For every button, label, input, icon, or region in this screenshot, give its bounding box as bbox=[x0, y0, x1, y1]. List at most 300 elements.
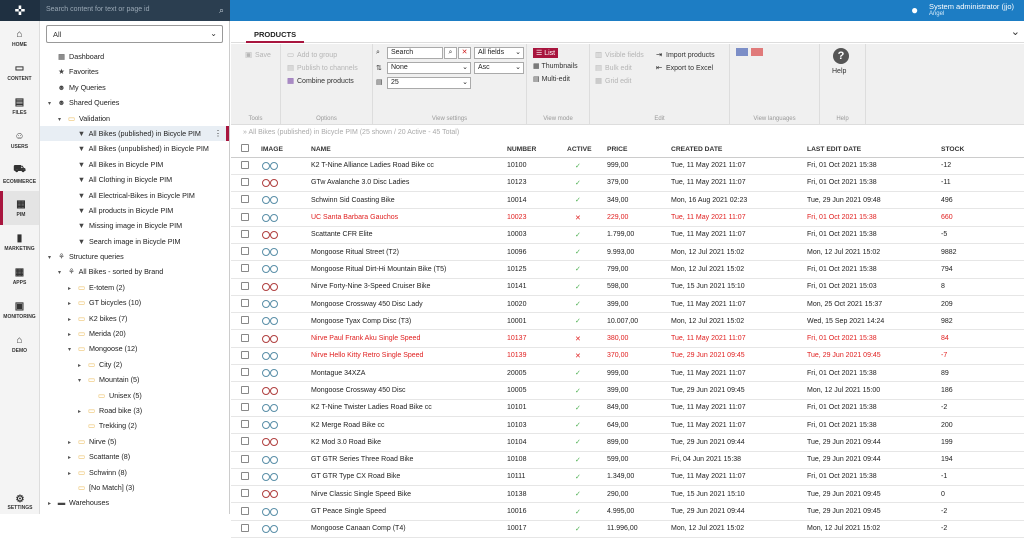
product-number: 20005 bbox=[505, 365, 565, 382]
tree-toggle-icon[interactable]: ▸ bbox=[68, 285, 72, 292]
nav-item-apps[interactable] bbox=[0, 259, 39, 293]
table-row[interactable] bbox=[231, 261, 1024, 278]
bulk-edit-button[interactable] bbox=[595, 63, 632, 72]
bike-thumbnail-icon[interactable] bbox=[261, 436, 279, 446]
bike-thumbnail-icon[interactable] bbox=[261, 523, 279, 533]
row-checkbox[interactable] bbox=[241, 178, 249, 186]
tree-node[interactable] bbox=[40, 311, 229, 326]
product-price: 4.995,00 bbox=[605, 503, 669, 520]
add-to-group-label: Add to group bbox=[297, 52, 338, 59]
product-image-cell bbox=[259, 520, 309, 537]
tree-node[interactable] bbox=[40, 495, 229, 510]
tree-node[interactable] bbox=[40, 449, 229, 464]
col-stock[interactable]: STOCK bbox=[939, 142, 1024, 157]
check-icon: ✓ bbox=[575, 508, 581, 516]
row-checkbox[interactable] bbox=[241, 386, 249, 394]
check-icon: ✓ bbox=[575, 179, 581, 187]
publish-label: Publish to channels bbox=[297, 65, 358, 72]
product-stock: -2 bbox=[939, 503, 1024, 520]
product-number: 10020 bbox=[505, 295, 565, 312]
sort-field-select[interactable] bbox=[387, 62, 471, 74]
created-date: Tue, 11 May 2021 11:07 bbox=[669, 209, 805, 226]
tree-node[interactable] bbox=[40, 126, 229, 141]
col-number[interactable]: NUMBER bbox=[505, 142, 565, 157]
tree-node[interactable] bbox=[40, 111, 229, 126]
tree-node[interactable] bbox=[40, 218, 229, 233]
page-size-select[interactable] bbox=[387, 77, 471, 89]
product-stock: 89 bbox=[939, 365, 1024, 382]
publish-icon: ▤ bbox=[287, 63, 295, 72]
tree-toggle-icon[interactable]: ▸ bbox=[48, 501, 52, 508]
product-price: 899,00 bbox=[605, 434, 669, 451]
bike-thumbnail-icon[interactable] bbox=[261, 281, 279, 291]
folder-icon: ▭ bbox=[77, 298, 86, 308]
export-label: Export to Excel bbox=[666, 65, 714, 72]
active-cell bbox=[565, 434, 605, 451]
tree-node[interactable] bbox=[40, 326, 229, 341]
table-row[interactable] bbox=[231, 486, 1024, 503]
last-edit-date: Fri, 01 Oct 2021 15:38 bbox=[805, 209, 939, 226]
row-checkbox[interactable] bbox=[241, 368, 249, 376]
bike-thumbnail-icon[interactable] bbox=[261, 385, 279, 395]
tree-node-label: Mountain (5) bbox=[99, 375, 140, 385]
product-name[interactable]: GT Peace Single Speed bbox=[309, 503, 505, 520]
bike-thumbnail-icon[interactable] bbox=[261, 246, 279, 256]
product-image-cell bbox=[259, 157, 309, 174]
bike-thumbnail-icon[interactable] bbox=[261, 315, 279, 325]
page-size-value: 25 bbox=[391, 79, 399, 86]
product-name[interactable]: Schwinn Sid Coasting Bike bbox=[309, 192, 505, 209]
bike-thumbnail-icon[interactable] bbox=[261, 402, 279, 412]
filter-icon: ▼ bbox=[77, 221, 86, 231]
table-row[interactable] bbox=[231, 399, 1024, 416]
table-row[interactable] bbox=[231, 174, 1024, 191]
tree-node-label: Scattante (8) bbox=[89, 452, 131, 462]
product-name[interactable]: GT GTR Type CX Road Bike bbox=[309, 468, 505, 485]
table-row[interactable] bbox=[231, 157, 1024, 174]
row-select-cell bbox=[231, 486, 259, 503]
product-name[interactable]: Mongoose Crossway 450 Disc Lady bbox=[309, 295, 505, 312]
collapse-chevron-icon[interactable]: ⌄ bbox=[1010, 26, 1020, 38]
product-stock: 982 bbox=[939, 313, 1024, 330]
add-to-group-button[interactable] bbox=[287, 50, 337, 59]
row-checkbox[interactable] bbox=[241, 299, 249, 307]
nav-item-settings[interactable] bbox=[0, 494, 40, 514]
row-select-cell bbox=[231, 434, 259, 451]
product-stock: 794 bbox=[939, 261, 1024, 278]
row-checkbox[interactable] bbox=[241, 455, 249, 463]
row-checkbox[interactable] bbox=[241, 472, 249, 480]
last-edit-date: Fri, 01 Oct 2021 15:38 bbox=[805, 226, 939, 243]
product-name[interactable]: Mongoose Tyax Comp Disc (T3) bbox=[309, 313, 505, 330]
product-number: 10017 bbox=[505, 520, 565, 537]
folder-icon: ▭ bbox=[77, 467, 86, 477]
table-row[interactable] bbox=[231, 226, 1024, 243]
visible-fields-label: Visible fields bbox=[605, 52, 644, 59]
bike-thumbnail-icon[interactable] bbox=[261, 194, 279, 204]
product-image-cell bbox=[259, 468, 309, 485]
files-icon: ▤ bbox=[14, 96, 25, 108]
row-checkbox[interactable] bbox=[241, 264, 249, 272]
row-checkbox[interactable] bbox=[241, 230, 249, 238]
flag-dk-icon[interactable] bbox=[751, 48, 763, 56]
table-row[interactable] bbox=[231, 209, 1024, 226]
row-select-cell bbox=[231, 382, 259, 399]
active-cell bbox=[565, 192, 605, 209]
bike-thumbnail-icon[interactable] bbox=[261, 229, 279, 239]
product-name[interactable]: Mongoose Ritual Dirt-Hi Mountain Bike (T5) bbox=[309, 261, 505, 278]
row-checkbox[interactable] bbox=[241, 437, 249, 445]
grid-edit-button[interactable] bbox=[595, 76, 631, 85]
product-image-cell bbox=[259, 226, 309, 243]
table-row[interactable] bbox=[231, 365, 1024, 382]
product-price: 399,00 bbox=[605, 382, 669, 399]
table-row[interactable] bbox=[231, 468, 1024, 485]
tree-toggle-icon[interactable]: ▾ bbox=[78, 378, 82, 385]
tree-node[interactable] bbox=[40, 80, 229, 95]
tab-row bbox=[231, 21, 1024, 43]
nav-item-pim[interactable] bbox=[0, 191, 39, 225]
tree-node[interactable] bbox=[40, 157, 229, 172]
nav-item-ecommerce[interactable] bbox=[0, 157, 39, 191]
publish-button[interactable] bbox=[287, 63, 358, 72]
group-tools bbox=[231, 44, 281, 125]
tree-node[interactable] bbox=[40, 372, 229, 387]
search-field-value: All fields bbox=[478, 49, 505, 56]
bike-thumbnail-icon[interactable] bbox=[261, 177, 279, 187]
tree-node[interactable] bbox=[40, 49, 229, 64]
product-name[interactable]: Nirve Paul Frank Aku Single Speed bbox=[309, 330, 505, 347]
table-row[interactable] bbox=[231, 382, 1024, 399]
table-row[interactable] bbox=[231, 313, 1024, 330]
tree-toggle-icon[interactable]: ▸ bbox=[68, 316, 72, 323]
product-name[interactable]: UC Santa Barbara Gauchos bbox=[309, 209, 505, 226]
product-price: 799,00 bbox=[605, 261, 669, 278]
created-date: Tue, 15 Jun 2021 15:10 bbox=[669, 278, 805, 295]
row-checkbox[interactable] bbox=[241, 507, 249, 515]
bike-thumbnail-icon[interactable] bbox=[261, 298, 279, 308]
products-table bbox=[231, 142, 1024, 538]
created-date: Tue, 11 May 2021 11:07 bbox=[669, 157, 805, 174]
bike-thumbnail-icon[interactable] bbox=[261, 160, 279, 170]
import-products-button[interactable] bbox=[656, 50, 715, 59]
product-name[interactable]: Mongoose Ritual Street (T2) bbox=[309, 243, 505, 260]
tree-toggle-icon[interactable]: ▸ bbox=[68, 470, 72, 477]
tree-panel bbox=[40, 21, 230, 514]
tree-node[interactable] bbox=[40, 403, 229, 418]
product-name[interactable]: Nirve Hello Kitty Retro Single Speed bbox=[309, 347, 505, 364]
bike-thumbnail-icon[interactable] bbox=[261, 212, 279, 222]
check-icon: ✓ bbox=[575, 197, 581, 205]
product-price: 229,00 bbox=[605, 209, 669, 226]
group-label-tools: Tools bbox=[248, 116, 263, 122]
combine-icon: ▦ bbox=[287, 76, 295, 85]
bike-thumbnail-icon[interactable] bbox=[261, 454, 279, 464]
active-cell bbox=[565, 399, 605, 416]
table-row[interactable] bbox=[231, 451, 1024, 468]
product-name[interactable]: GTw Avalanche 3.0 Disc Ladies bbox=[309, 174, 505, 191]
select-all-checkbox[interactable] bbox=[241, 144, 249, 152]
tree-toggle-icon[interactable]: ▾ bbox=[48, 255, 52, 262]
col-created[interactable]: CREATED DATE bbox=[669, 142, 805, 157]
save-button[interactable] bbox=[245, 50, 271, 59]
product-number: 10101 bbox=[505, 399, 565, 416]
product-name[interactable]: Scattante CFR Elite bbox=[309, 226, 505, 243]
row-checkbox[interactable] bbox=[241, 489, 249, 497]
tree-node[interactable] bbox=[40, 480, 229, 495]
list-label: List bbox=[544, 50, 556, 57]
last-edit-date: Tue, 29 Jun 2021 09:48 bbox=[805, 192, 939, 209]
col-lastedit[interactable]: LAST EDIT DATE bbox=[805, 142, 939, 157]
sort-direction-select[interactable] bbox=[474, 62, 524, 74]
tree-node[interactable] bbox=[40, 280, 229, 295]
tree-toggle-icon[interactable]: ▸ bbox=[78, 362, 82, 369]
global-search-input[interactable] bbox=[40, 0, 230, 21]
product-price: 380,00 bbox=[605, 330, 669, 347]
product-stock: 84 bbox=[939, 330, 1024, 347]
product-name[interactable]: Nirve Forty-Nine 3-Speed Cruiser Bike bbox=[309, 278, 505, 295]
bike-thumbnail-icon[interactable] bbox=[261, 367, 279, 377]
visible-fields-button[interactable] bbox=[595, 50, 644, 59]
tree-toggle-icon[interactable]: ▸ bbox=[68, 439, 72, 446]
check-icon: ✓ bbox=[575, 301, 581, 309]
clear-search-button[interactable]: ✕ bbox=[458, 47, 471, 59]
thumbnails-view-button[interactable]: ▦ Thumbnails bbox=[533, 63, 578, 70]
row-select-cell bbox=[231, 330, 259, 347]
tree-node-label: Structure queries bbox=[69, 252, 124, 262]
tree-node[interactable] bbox=[40, 295, 229, 310]
product-price: 9.993,00 bbox=[605, 243, 669, 260]
nav-item-home[interactable] bbox=[0, 21, 39, 55]
table-row[interactable] bbox=[231, 520, 1024, 537]
language-flags[interactable] bbox=[736, 48, 763, 58]
table-row[interactable] bbox=[231, 503, 1024, 520]
tree-node[interactable] bbox=[40, 95, 229, 110]
product-image-cell bbox=[259, 278, 309, 295]
bulk-edit-icon: ▤ bbox=[595, 63, 603, 72]
bike-thumbnail-icon[interactable] bbox=[261, 333, 279, 343]
table-row[interactable] bbox=[231, 243, 1024, 260]
table-row[interactable] bbox=[231, 434, 1024, 451]
product-stock: 209 bbox=[939, 295, 1024, 312]
filter-icon: ▼ bbox=[77, 144, 86, 154]
check-icon: ✓ bbox=[575, 162, 581, 170]
bike-thumbnail-icon[interactable] bbox=[261, 506, 279, 516]
search-field-select[interactable] bbox=[474, 47, 524, 59]
help-icon[interactable]: ? bbox=[833, 48, 849, 64]
row-select-cell bbox=[231, 192, 259, 209]
tree-node-label: Trekking (2) bbox=[98, 421, 137, 431]
multi-edit-view-button[interactable]: ▤ Multi-edit bbox=[533, 76, 570, 83]
row-select-cell bbox=[231, 261, 259, 278]
tree-node[interactable] bbox=[40, 249, 229, 264]
nav-item-marketing[interactable] bbox=[0, 225, 39, 259]
tree-toggle-icon[interactable]: ▸ bbox=[68, 332, 72, 339]
product-stock: 194 bbox=[939, 451, 1024, 468]
product-image-cell bbox=[259, 382, 309, 399]
user-menu[interactable] bbox=[910, 2, 1014, 17]
cross-icon: ✕ bbox=[575, 352, 581, 360]
product-name[interactable]: K2 T-Nine Twister Ladies Road Bike cc bbox=[309, 399, 505, 416]
product-price: 599,00 bbox=[605, 451, 669, 468]
nav-item-label: DEMO bbox=[12, 347, 27, 354]
row-checkbox[interactable] bbox=[241, 334, 249, 342]
combine-products-button[interactable] bbox=[287, 76, 354, 85]
tree-node[interactable] bbox=[40, 388, 229, 403]
nav-item-monitoring[interactable] bbox=[0, 293, 39, 327]
row-checkbox[interactable] bbox=[241, 282, 249, 290]
filter-icon: ▼ bbox=[77, 236, 86, 246]
tree-node[interactable] bbox=[40, 234, 229, 249]
group-label-view-settings: View settings bbox=[431, 116, 468, 122]
nav-item-users[interactable] bbox=[0, 123, 39, 157]
col-image[interactable]: IMAGE bbox=[259, 142, 309, 157]
product-name[interactable]: Montague 34XZA bbox=[309, 365, 505, 382]
table-row[interactable] bbox=[231, 278, 1024, 295]
last-edit-date: Mon, 12 Jul 2021 15:02 bbox=[805, 520, 939, 537]
product-name[interactable]: GT GTR Series Three Road Bike bbox=[309, 451, 505, 468]
export-excel-button[interactable] bbox=[656, 63, 713, 72]
product-stock: -11 bbox=[939, 174, 1024, 191]
created-date: Tue, 11 May 2021 11:07 bbox=[669, 330, 805, 347]
list-view-button[interactable]: ☰ List bbox=[533, 48, 558, 58]
flag-us-icon[interactable] bbox=[736, 48, 748, 56]
save-label: Save bbox=[255, 52, 271, 59]
tree-toggle-icon[interactable]: ▸ bbox=[68, 455, 72, 462]
tree-toggle-icon[interactable]: ▾ bbox=[68, 347, 72, 354]
row-checkbox[interactable] bbox=[241, 213, 249, 221]
product-number: 10014 bbox=[505, 192, 565, 209]
check-icon: ✓ bbox=[575, 318, 581, 326]
product-image-cell bbox=[259, 295, 309, 312]
tree-node[interactable] bbox=[40, 341, 229, 356]
row-checkbox[interactable] bbox=[241, 247, 249, 255]
tree-node[interactable] bbox=[40, 418, 229, 433]
product-number: 10005 bbox=[505, 382, 565, 399]
created-date: Tue, 11 May 2021 11:07 bbox=[669, 365, 805, 382]
nav-item-label: APPS bbox=[12, 279, 27, 286]
tree-toggle-icon[interactable]: ▾ bbox=[58, 270, 62, 277]
table-row[interactable] bbox=[231, 192, 1024, 209]
row-checkbox[interactable] bbox=[241, 420, 249, 428]
help-button-label[interactable]: Help bbox=[832, 68, 847, 75]
active-cell bbox=[565, 486, 605, 503]
col-price[interactable]: PRICE bbox=[605, 142, 669, 157]
product-name[interactable]: K2 T-Nine Alliance Ladies Road Bike cc bbox=[309, 157, 505, 174]
tree-toggle-icon[interactable]: ▾ bbox=[48, 101, 52, 108]
nav-item-files[interactable] bbox=[0, 89, 39, 123]
table-row[interactable] bbox=[231, 347, 1024, 364]
product-price: 999,00 bbox=[605, 157, 669, 174]
active-cell bbox=[565, 451, 605, 468]
table-row[interactable] bbox=[231, 416, 1024, 433]
row-select-cell bbox=[231, 520, 259, 537]
product-stock: 8 bbox=[939, 278, 1024, 295]
tree-node-label: K2 bikes (7) bbox=[89, 313, 128, 323]
product-name[interactable]: K2 Mod 3.0 Road Bike bbox=[309, 434, 505, 451]
product-image-cell bbox=[259, 451, 309, 468]
tree-node-label: Warehouses bbox=[69, 498, 110, 508]
product-name[interactable]: Mongoose Canaan Comp (T4) bbox=[309, 520, 505, 537]
tree-node-label: Merida (20) bbox=[89, 329, 126, 339]
bike-thumbnail-icon[interactable] bbox=[261, 471, 279, 481]
import-label: Import products bbox=[666, 52, 715, 59]
product-name[interactable]: Mongoose Crossway 450 Disc bbox=[309, 382, 505, 399]
tree-node[interactable] bbox=[40, 188, 229, 203]
bike-thumbnail-icon[interactable] bbox=[261, 488, 279, 498]
search-icon[interactable]: ⌕ bbox=[218, 5, 224, 15]
product-stock: 0 bbox=[939, 486, 1024, 503]
tree-node-label: Missing image in Bicycle PIM bbox=[89, 221, 183, 231]
created-date: Mon, 12 Jul 2021 15:02 bbox=[669, 243, 805, 260]
filter-icon: ▼ bbox=[77, 205, 86, 215]
row-checkbox[interactable] bbox=[241, 195, 249, 203]
tree-toggle-icon[interactable]: ▸ bbox=[68, 301, 72, 308]
row-checkbox[interactable] bbox=[241, 403, 249, 411]
user-sub: Angel bbox=[928, 11, 945, 17]
product-name[interactable]: K2 Merge Road Bike cc bbox=[309, 416, 505, 433]
tree-node[interactable] bbox=[40, 172, 229, 187]
check-icon: ✓ bbox=[575, 266, 581, 274]
folder-icon: ▭ bbox=[77, 313, 86, 323]
bike-thumbnail-icon[interactable] bbox=[261, 350, 279, 360]
tree-toggle-icon[interactable]: ▸ bbox=[78, 408, 82, 415]
bike-thumbnail-icon[interactable] bbox=[261, 419, 279, 429]
product-price: 649,00 bbox=[605, 416, 669, 433]
app-logo-icon[interactable]: ✜ bbox=[14, 2, 26, 18]
created-date: Fri, 04 Jun 2021 15:38 bbox=[669, 451, 805, 468]
row-checkbox[interactable] bbox=[241, 161, 249, 169]
tree-toggle-icon[interactable]: ▾ bbox=[58, 116, 62, 123]
search-go-button[interactable]: ⌕ bbox=[444, 47, 457, 59]
product-stock: 199 bbox=[939, 434, 1024, 451]
search-placeholder: Search content for text or page id bbox=[46, 6, 150, 13]
product-number: 10003 bbox=[505, 226, 565, 243]
table-row[interactable] bbox=[231, 295, 1024, 312]
nav-item-content[interactable] bbox=[0, 55, 39, 89]
product-search-input[interactable] bbox=[387, 47, 443, 59]
product-stock: -12 bbox=[939, 157, 1024, 174]
tree-node[interactable] bbox=[40, 264, 229, 279]
row-select-cell bbox=[231, 278, 259, 295]
tab-products[interactable]: PRODUCTS bbox=[246, 21, 304, 43]
tree-node[interactable] bbox=[40, 141, 229, 156]
columns-icon: ▥ bbox=[595, 50, 603, 59]
table-row[interactable] bbox=[231, 330, 1024, 347]
folder-icon: ▭ bbox=[77, 436, 86, 446]
tree-node[interactable] bbox=[40, 64, 229, 79]
tree-node[interactable] bbox=[40, 203, 229, 218]
tree-node[interactable] bbox=[40, 465, 229, 480]
tree-node[interactable] bbox=[40, 357, 229, 372]
tree-filter-select[interactable] bbox=[46, 25, 223, 43]
product-price: 10.007,00 bbox=[605, 313, 669, 330]
product-name[interactable]: Nirve Classic Single Speed Bike bbox=[309, 486, 505, 503]
row-checkbox[interactable] bbox=[241, 351, 249, 359]
check-icon: ✓ bbox=[575, 491, 581, 499]
more-options-icon[interactable]: ⋮ bbox=[214, 128, 222, 138]
row-checkbox[interactable] bbox=[241, 316, 249, 324]
col-active[interactable]: ACTIVE bbox=[565, 142, 605, 157]
bike-thumbnail-icon[interactable] bbox=[261, 263, 279, 273]
product-image-cell bbox=[259, 192, 309, 209]
col-name[interactable]: NAME bbox=[309, 142, 505, 157]
active-cell bbox=[565, 503, 605, 520]
tree-node[interactable] bbox=[40, 434, 229, 449]
nav-item-demo[interactable] bbox=[0, 327, 39, 361]
row-checkbox[interactable] bbox=[241, 524, 249, 532]
cross-icon: ✕ bbox=[575, 335, 581, 343]
